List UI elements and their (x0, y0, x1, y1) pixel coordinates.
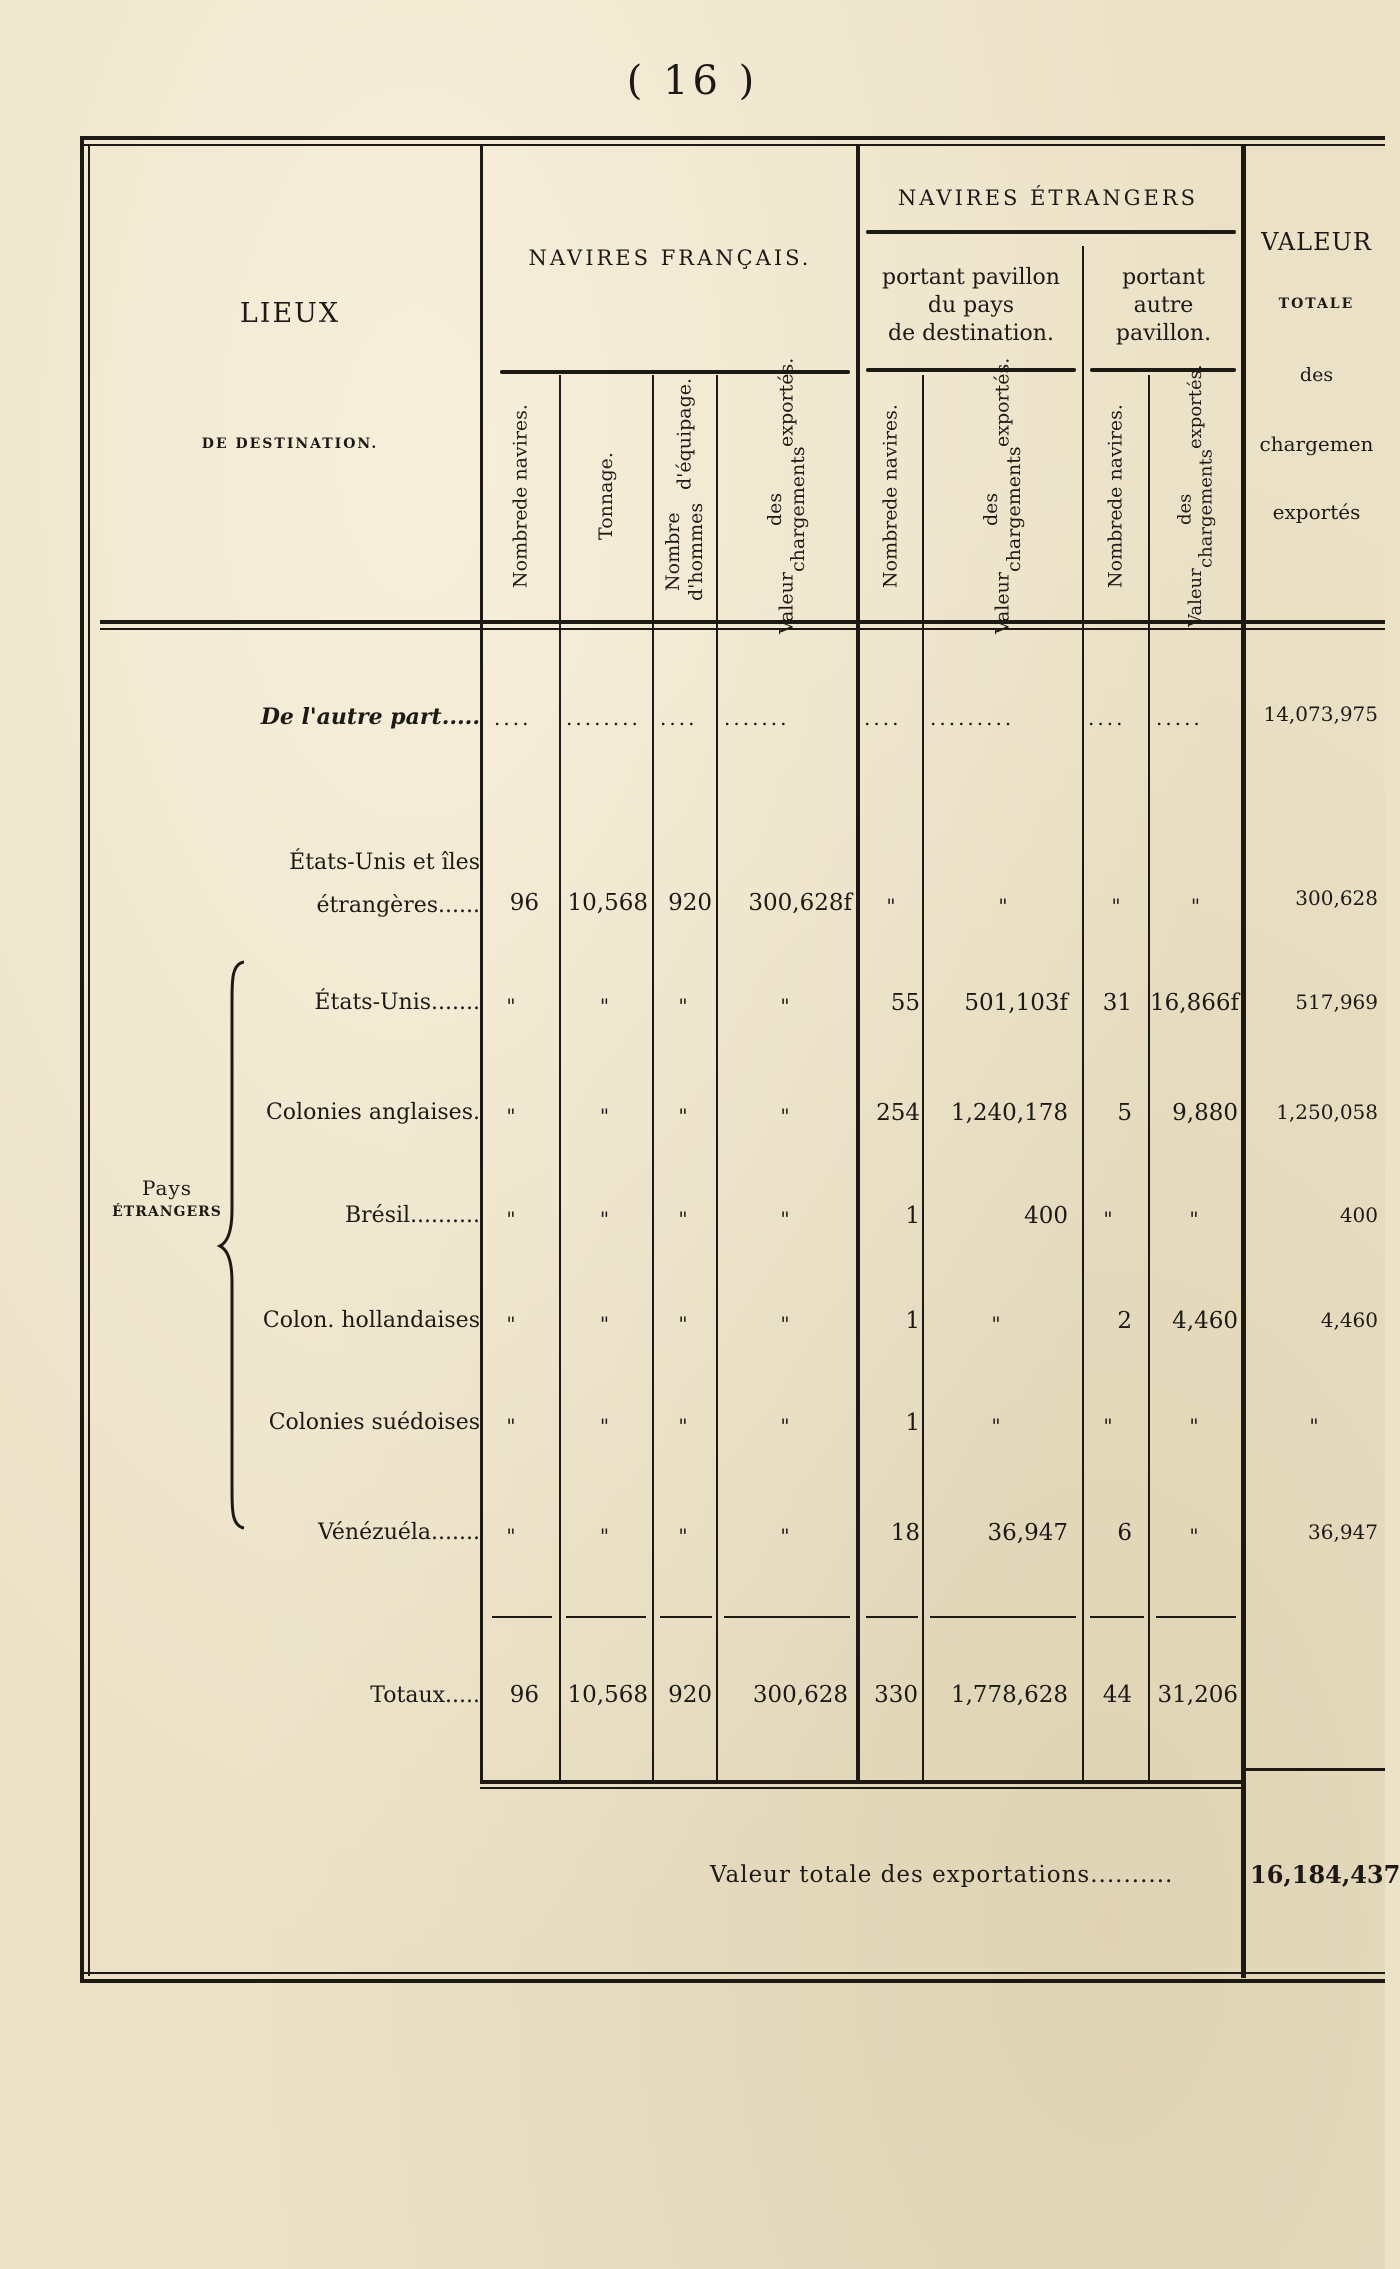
cell: " (1190, 894, 1201, 918)
etats-unis-iles-label-2: étrangères...... (316, 893, 480, 918)
country-row-cell: " (991, 1312, 1001, 1336)
totals-sep-1 (492, 1616, 552, 1618)
country-row-cell: 5 (1117, 1100, 1132, 1126)
col-header-line: Valeur (775, 572, 798, 635)
report-dots: .... (660, 706, 698, 730)
country-row-cell: " (599, 1207, 610, 1231)
col-header-line: Valeur (991, 572, 1014, 635)
report-dots: .... (1088, 706, 1126, 730)
total-cell: 1,778,628 (950, 1682, 1068, 1708)
pavillon-autre-line: portant (1122, 265, 1205, 290)
col-header-line: exportés. (991, 357, 1014, 447)
country-row-cell: " (506, 1207, 516, 1231)
country-row-cell: " (678, 994, 688, 1018)
country-row-cell: " (678, 1414, 688, 1438)
country-row-cell: " (991, 1414, 1001, 1438)
pays-etrangers-label (92, 1176, 242, 1224)
totals-sep-6 (930, 1616, 1076, 1618)
frame-bottom-rule (80, 1979, 1385, 1983)
navires-etrangers-heading: NAVIRES ÉTRANGERS (897, 186, 1199, 210)
totals-sep-5 (866, 1616, 918, 1618)
country-row-cell: " (780, 1207, 790, 1231)
frame-left-rule-thin (88, 144, 90, 1976)
country-row-valeur-totale: 4,460 (1320, 1308, 1378, 1332)
country-row-cell: " (599, 1104, 610, 1128)
col-header-line: Tonnage. (595, 452, 617, 540)
frame-top-rule-thin (80, 144, 1385, 146)
cell: 10,568 (567, 890, 648, 916)
total-cell: 330 (874, 1682, 918, 1708)
country-row-cell: " (678, 1312, 688, 1336)
country-row-valeur-totale: " (1309, 1414, 1319, 1438)
country-row-cell: " (678, 1104, 688, 1128)
country-row-cell: " (780, 1104, 790, 1128)
navires-francais-heading: NAVIRES FRANÇAIS. (528, 246, 812, 270)
report-dots: ....... (724, 706, 790, 730)
country-row-cell: " (599, 1312, 610, 1336)
report-dots: ..... (1156, 706, 1203, 730)
col-header-nombre-navires-autre (1084, 378, 1148, 614)
pavillon-pays-heading (862, 264, 1080, 348)
pays-label-line: Pays (141, 1176, 193, 1200)
country-row-cell: 9,880 (1172, 1100, 1238, 1126)
valeur-totale-exportations-value: 16,184,437 (1250, 1860, 1400, 1889)
country-row-label: Brésil.......... (345, 1203, 480, 1228)
total-cell: 96 (509, 1682, 539, 1708)
country-row-cell: 31 (1102, 990, 1132, 1016)
totals-sep-7 (1090, 1616, 1144, 1618)
country-row-cell: 55 (890, 990, 920, 1016)
pavillon-autre-heading (1086, 264, 1241, 348)
valeur-close-rule (1246, 1768, 1385, 1771)
report-dots: ......... (930, 706, 1015, 730)
country-row-valeur-totale: 517,969 (1295, 990, 1378, 1014)
country-row-label: États-Unis....... (314, 990, 480, 1015)
col-header-line: des chargements (764, 446, 809, 573)
col-header-valeur-autre (1150, 364, 1241, 628)
col-header-line: Nombre d'hommes (662, 502, 707, 602)
country-row-cell: 1,240,178 (950, 1100, 1068, 1126)
country-row-cell: " (506, 994, 516, 1018)
col-header-line: d'équipage. (673, 378, 696, 491)
cell: " (998, 894, 1008, 918)
col-header-line: Nombre (1104, 509, 1127, 589)
valeur-heading-line: exportés (1272, 500, 1361, 524)
cell-valeur-totale: 300,628 (1295, 886, 1378, 910)
pavillon-pays-brace (866, 368, 1076, 372)
country-row-cell: " (506, 1524, 516, 1548)
country-row-cell: 16,866f (1150, 990, 1239, 1016)
page-number: ( 16 ) (626, 58, 759, 104)
country-row-cell: " (599, 994, 610, 1018)
valeur-heading-line: des (1299, 364, 1334, 386)
table-close-rule-thin (480, 1787, 1246, 1789)
col-header-line: des chargements (980, 446, 1025, 573)
frame-left-rule (80, 136, 84, 1983)
totals-sep-3 (660, 1616, 712, 1618)
country-row-label: Colon. hollandaises (262, 1308, 480, 1333)
navires-etrangers-brace (866, 230, 1236, 234)
country-row-cell: 18 (890, 1520, 920, 1546)
country-row-cell: " (678, 1524, 688, 1548)
total-cell: 300,628 (752, 1682, 848, 1708)
cell: " (886, 894, 896, 918)
total-cell: 44 (1102, 1682, 1132, 1708)
total-cell: 920 (668, 1682, 712, 1708)
report-label: De l'autre part..... (260, 704, 480, 730)
col-header-nombre-navires-pays (860, 378, 922, 614)
pavillon-autre-line: autre (1133, 293, 1194, 318)
destination-heading: DE DESTINATION. (201, 436, 379, 452)
pavillon-pays-line: portant pavillon (882, 265, 1060, 290)
country-row-cell: " (506, 1104, 516, 1128)
col-header-hommes-equipage (654, 378, 716, 614)
country-row-cell: " (1189, 1524, 1199, 1548)
country-row-label: Vénézuéla....... (318, 1520, 480, 1545)
col-header-line: des chargements (1174, 449, 1217, 569)
valeur-heading-line: VALEUR (1261, 228, 1372, 256)
country-row-cell: " (599, 1414, 610, 1438)
col-header-line: de navires. (509, 403, 532, 510)
pavillon-pays-line: du pays (927, 293, 1015, 318)
report-dots: .... (864, 706, 902, 730)
col-header-line: exportés. (1185, 364, 1206, 450)
country-row-label: Colonies suédoises (268, 1410, 480, 1435)
total-cell: 31,206 (1157, 1682, 1238, 1708)
valeur-totale-exportations-label: Valeur totale des exportations.......... (710, 1862, 1174, 1888)
country-row-cell: 2 (1117, 1308, 1132, 1334)
country-row-cell: " (780, 994, 790, 1018)
country-row-cell: " (678, 1207, 688, 1231)
country-row-cell: 1 (905, 1203, 920, 1229)
total-cell: 10,568 (567, 1682, 648, 1708)
col-header-line: Valeur (1185, 568, 1206, 628)
country-row-cell: 6 (1117, 1520, 1132, 1546)
country-row-cell: " (780, 1312, 790, 1336)
pays-etrangers-brace (218, 960, 248, 1530)
etats-unis-iles-label-1: États-Unis et îles (289, 850, 480, 875)
table-close-rule (480, 1780, 1246, 1784)
totals-sep-4 (724, 1616, 850, 1618)
totals-sep-2 (566, 1616, 646, 1618)
country-row-cell: " (780, 1524, 790, 1548)
col-header-line: de navires. (879, 403, 902, 510)
col-header-nombre-navires-fr (483, 378, 559, 614)
valeur-heading-line: chargemen (1259, 432, 1374, 456)
country-row-cell: 501,103f (964, 990, 1068, 1016)
country-row-cell: 4,460 (1172, 1308, 1238, 1334)
valeur-heading-line: TOTALE (1278, 296, 1355, 312)
header-bottom-rule-thin (100, 628, 1385, 630)
country-row-cell: 1 (905, 1410, 920, 1436)
pays-label-line: ÉTRANGERS (112, 1204, 222, 1220)
col-header-tonnage (561, 378, 652, 614)
cell: 300,628f (748, 890, 852, 916)
pavillon-autre-brace (1090, 368, 1236, 372)
pavillon-pays-line: de destination. (888, 321, 1054, 346)
country-row-cell: " (1103, 1207, 1113, 1231)
totaux-label: Totaux..... (370, 1683, 480, 1708)
country-row-valeur-totale: 36,947 (1308, 1520, 1378, 1544)
frame-top-rule (80, 136, 1385, 140)
country-row-cell: " (506, 1414, 516, 1438)
pavillon-autre-line: pavillon. (1115, 321, 1212, 346)
report-dots: ........ (566, 706, 641, 730)
country-row-cell: " (780, 1414, 790, 1438)
country-row-label: Colonies anglaises. (265, 1100, 480, 1125)
totals-sep-8 (1156, 1616, 1236, 1618)
col-header-valeur-fr (718, 357, 856, 635)
cell: " (1111, 894, 1121, 918)
country-row-cell: 36,947 (987, 1520, 1068, 1546)
col-header-line: de navires. (1104, 403, 1127, 510)
col-header-line: Nombre (879, 509, 902, 589)
country-row-cell: " (1189, 1414, 1199, 1438)
lieux-heading: LIEUX (239, 298, 341, 329)
valeur-column-rule (1241, 146, 1246, 1978)
col-header-line: exportés. (775, 357, 798, 447)
col-header-valeur-pays (924, 357, 1082, 635)
country-row-cell: 400 (1024, 1203, 1068, 1229)
country-row-cell: 254 (876, 1100, 920, 1126)
cell: 96 (509, 890, 539, 916)
country-row-cell: " (1103, 1414, 1113, 1438)
col-header-line: Nombre (509, 509, 532, 589)
cell: 920 (668, 890, 712, 916)
country-row-cell: " (1189, 1207, 1199, 1231)
report-dots: .... (494, 706, 532, 730)
country-row-cell: " (599, 1524, 610, 1548)
country-row-cell: " (506, 1312, 516, 1336)
frame-bottom-rule-thin (80, 1972, 1385, 1974)
country-row-valeur-totale: 400 (1339, 1203, 1378, 1227)
report-valeur-totale: 14,073,975 (1263, 702, 1378, 726)
country-row-cell: 1 (905, 1308, 920, 1334)
country-row-valeur-totale: 1,250,058 (1276, 1100, 1378, 1124)
